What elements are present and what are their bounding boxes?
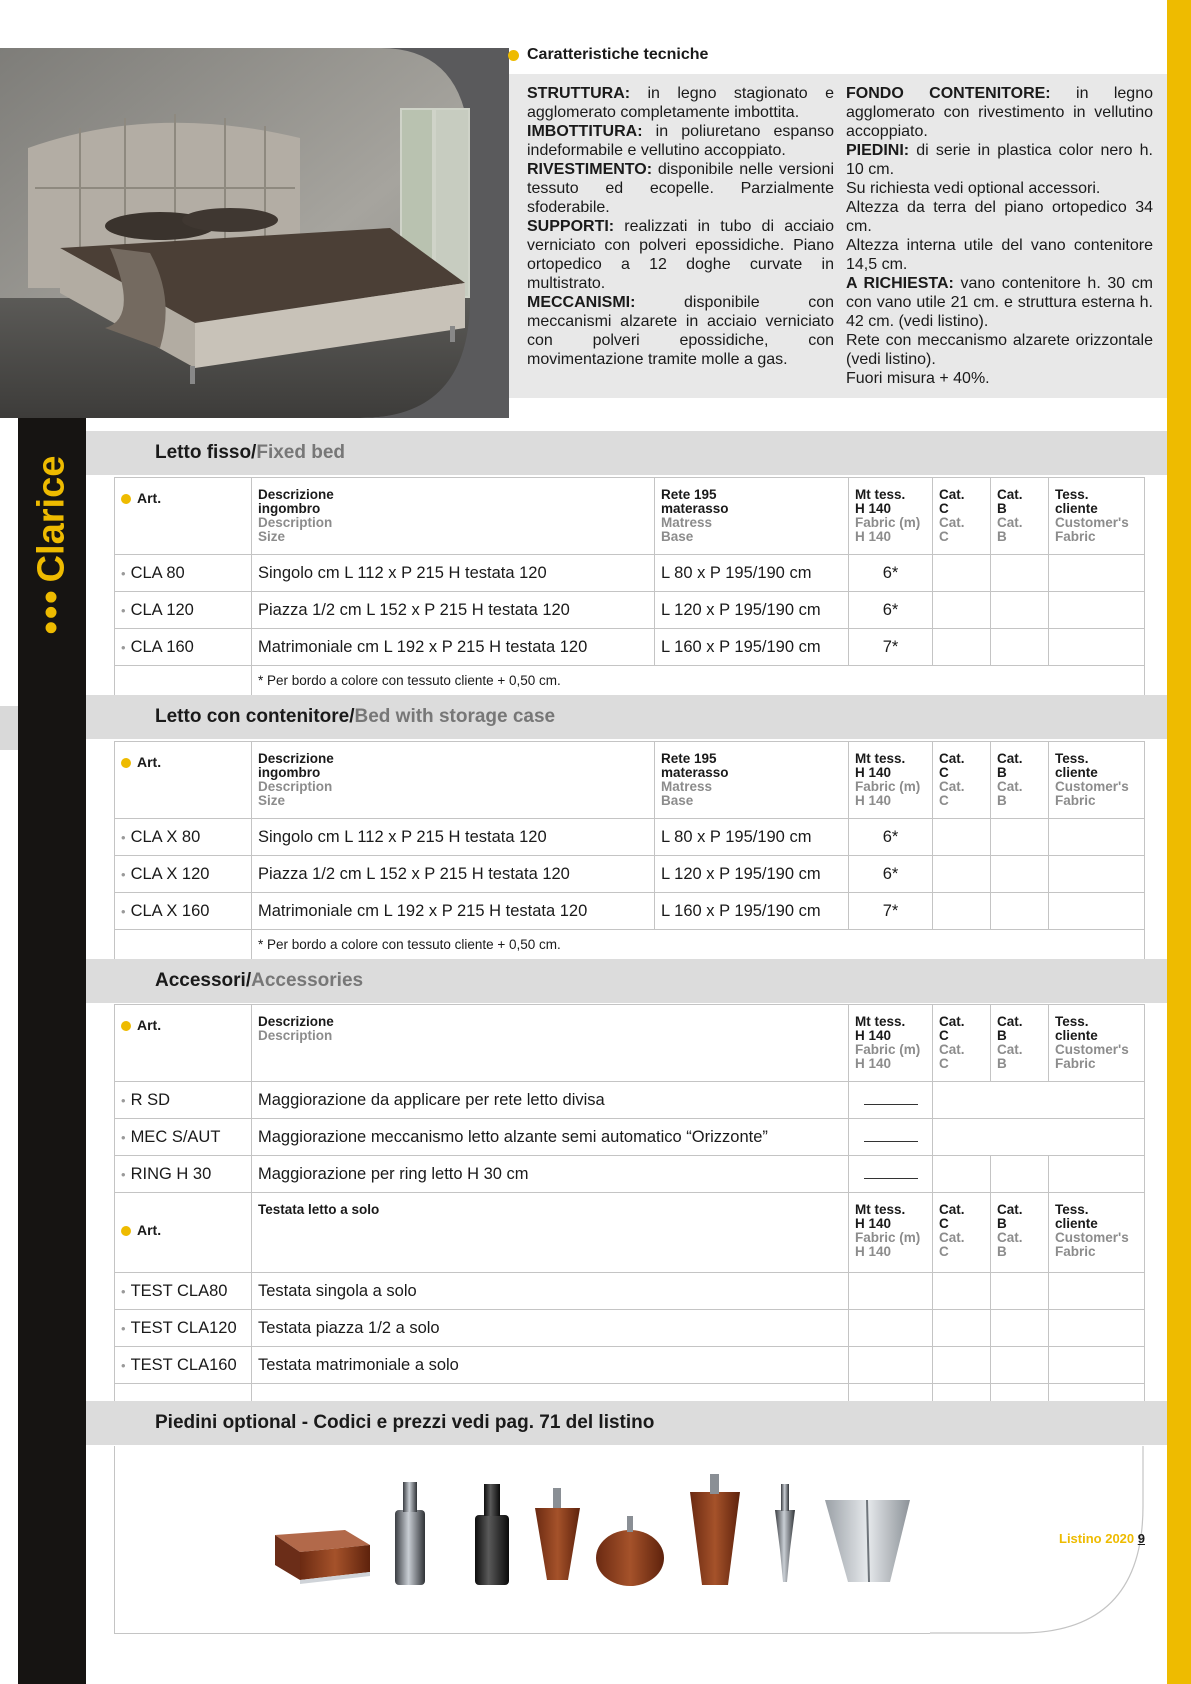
side-tab (0, 706, 18, 750)
table-note-row (115, 930, 1145, 960)
table-subheader: Art. Testata letto a solo Mt tess. H 140 Fabric (m) H 140 Cat. C Cat. C Cat. B Cat. B Tess. cliente Customer's Fabric (115, 1193, 1145, 1273)
fixed-bed-table (114, 477, 1145, 696)
storage-bed-table (114, 741, 1145, 960)
table-header: Art. Descrizione Description Mt tess. H 140 Fabric (m) H 140 Cat. C Cat. C Cat. B Cat. B Tess. cliente Customer's Fabric (115, 1005, 1145, 1082)
tech-title: Caratteristiche tecniche (508, 46, 708, 64)
table-row: • CLA 80 Singolo cm L 112 x P 215 H testata 120 L 80 x P 195/190 cm 6* (115, 555, 1145, 592)
bullet-dot-icon (121, 494, 131, 504)
table-row: • CLA 160 Matrimoniale cm L 192 x P 215 H testata 120 L 160 x P 195/190 cm 7* (115, 629, 1145, 666)
page-footer: Listino 2020 9 (1059, 1531, 1145, 1546)
bullet-dot-icon (121, 1021, 131, 1031)
table-row: • R SD Maggiorazione da applicare per rete letto divisa (115, 1082, 1145, 1119)
optional-feet-photo (270, 1470, 990, 1600)
table-header: Art. Descrizione ingombro Description Size Rete 195 materasso Matress Base Mt tess. H 140 Fabric (m) H 140 Cat. C Cat. C Cat. B Cat. B Tess. cliente Customer's Fabric (115, 742, 1145, 819)
accessories-table (114, 1004, 1145, 1402)
table-row: • CLA X 120 Piazza 1/2 cm L 152 x P 215 H testata 120 L 120 x P 195/190 cm 6* (115, 856, 1145, 893)
section-accessories: Accessori/ Accessories (86, 959, 1167, 1003)
tech-col-right: FONDO CONTENITORE: in legno agglomerato con rivestimento in vellutino accoppiato. PIEDINI: di serie in plastica color nero h. 10 cm. Su richiesta vedi optional accessori. Altezza da terra del piano ortopedico 34 cm. Altezza interna utile del vano contenitore 14,5 cm. A RICHIESTA: vano contenitore h. 30 cm con vano utile 21 cm. e struttura esterna h. 42 cm. (vedi listino). Rete con meccanismo alzarete orizzontale (vedi listino). Fuori misura + 40%. (846, 85, 1153, 387)
bullet-dot-icon (121, 758, 131, 768)
blank-price-line (864, 1128, 918, 1142)
table-row: • CLA X 80 Singolo cm L 112 x P 215 H testata 120 L 80 x P 195/190 cm 6* (115, 819, 1145, 856)
blank-price-line (864, 1165, 918, 1179)
section-fixed-bed: Letto fisso/ Fixed bed (86, 431, 1167, 475)
fabric-note: * Per bordo a colore con tessuto cliente + 0,50 cm. (252, 930, 1145, 960)
fabric-note: * Per bordo a colore con tessuto cliente + 0,50 cm. (252, 666, 1145, 696)
accent-strip (1167, 0, 1191, 1684)
bullet-dot-icon (508, 50, 519, 61)
brand-dots: ••• (30, 588, 73, 635)
blank-price-line (864, 1091, 918, 1105)
table-row: • TEST CLA120 Testata piazza 1/2 a solo (115, 1310, 1145, 1347)
page-number: 9 (1137, 1531, 1145, 1546)
table-row: • TEST CLA160 Testata matrimoniale a solo (115, 1347, 1145, 1384)
bed-photo (0, 48, 509, 418)
table-header: Art. Descrizione ingombro Description Size Rete 195 materasso Matress Base Mt tess. H 140 Fabric (m) H 140 Cat. C Cat. C Cat. B Cat. B Tess. cliente Customer's Fabric (115, 478, 1145, 555)
section-optional-feet: Piedini optional - Codici e prezzi vedi pag. 71 del listino (86, 1401, 1167, 1445)
tech-col-left: STRUTTURA: in legno stagionato e agglomerato completamente imbottita. IMBOTTITURA: in poliuretano espanso indeformabile e vellutino accoppiato. RIVESTIMENTO: disponibile nelle versioni tessuto ed ecopelle. Parzialmente sfoderabile. SUPPORTI: realizzati in tubo di acciaio verniciato con polveri epossidiche. Piano ortopedico a 12 doghe curvate in multistrato. MECCANISMI: disponibile con meccanismi alzarete in acciaio verniciato con polveri epossidiche, con movimentazione tramite molle a gas. (527, 85, 834, 368)
table-row: • TEST CLA80 Testata singola a solo (115, 1273, 1145, 1310)
bullet-dot-icon (121, 1226, 131, 1236)
table-spacer-row (115, 1384, 1145, 1402)
brand-name: Clarice (30, 455, 73, 583)
table-row: • MEC S/AUT Maggiorazione meccanismo letto alzante semi automatico “Orizzonte” (115, 1119, 1145, 1156)
table-row: • RING H 30 Maggiorazione per ring letto H 30 cm (115, 1156, 1145, 1193)
table-row: • CLA X 160 Matrimoniale cm L 192 x P 215 H testata 120 L 160 x P 195/190 cm 7* (115, 893, 1145, 930)
section-storage-bed: Letto con contenitore/ Bed with storage case (86, 695, 1167, 739)
brand-label (25, 440, 79, 650)
table-row: • CLA 120 Piazza 1/2 cm L 152 x P 215 H testata 120 L 120 x P 195/190 cm 6* (115, 592, 1145, 629)
table-note-row (115, 666, 1145, 696)
